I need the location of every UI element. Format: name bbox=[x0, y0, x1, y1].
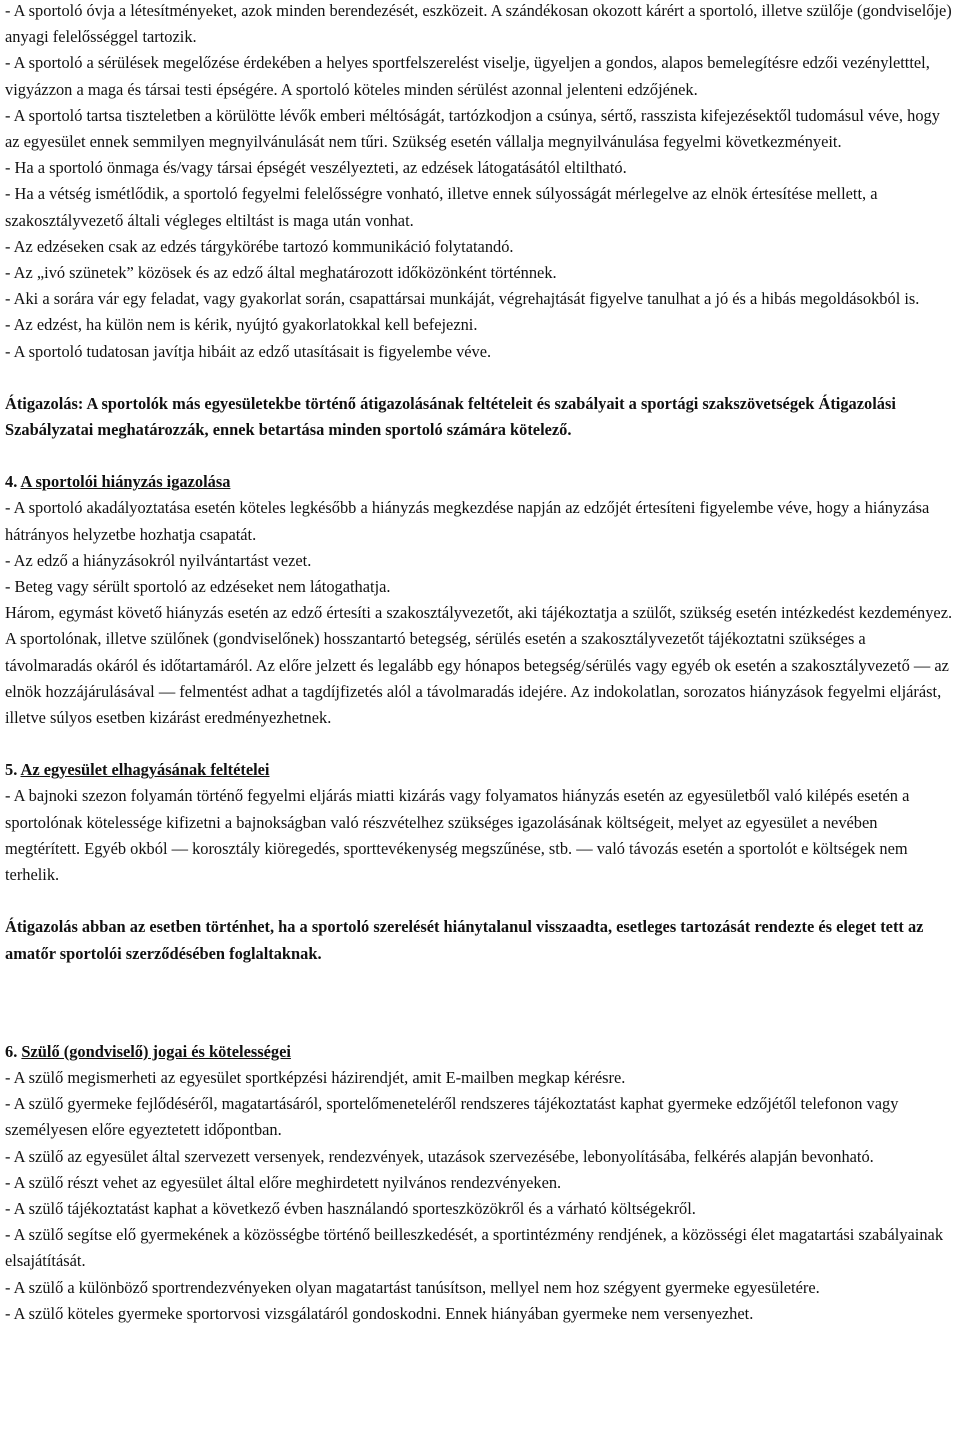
section-item: - A szülő a különböző sportrendezvényeken olyan magatartást tanúsítson, mellyel nem hoz szégyent gyermeke egyesületére. bbox=[5, 1277, 820, 1297]
section-item: - A szülő köteles gyermeke sportorvosi vizsgálatáról gondoskodni. Ennek hiányában gyermeke nem versenyezhet. bbox=[5, 1303, 754, 1323]
section-item: - A szülő részt vehet az egyesület által előre meghirdetett nyilvános rendezvényeken. bbox=[5, 1172, 562, 1192]
section-number: 4. bbox=[5, 472, 18, 492]
transfer-note-2: Átigazolás abban az esetben történhet, ha a sportoló szerelését hiánytalanul visszaadta, esetleges tartozását rendezte és eleget tett az amatőr sportolói szerződésében foglaltaknak. bbox=[5, 917, 924, 963]
rule-item: - Az „ivó szünetek” közösek és az edző által meghatározott időközönként történnek. bbox=[5, 263, 557, 283]
rule-item: - Ha a sportoló önmaga és/vagy társai épségét veszélyezteti, az edzések látogatásától eltiltható. bbox=[5, 158, 627, 178]
section-number: 5. bbox=[5, 760, 18, 780]
section-item: - A szülő az egyesület által szervezett versenyek, rendezvények, utazások szervezésébe, lebonyolításába, felkérés alapján bevonható. bbox=[5, 1146, 874, 1166]
rule-item: - A sportoló óvja a létesítményeket, azok minden berendezését, eszközeit. A szándékosan okozott kárért a sportoló, illetve szülője (gondviselője) anyagi felelősséggel tartozik. bbox=[5, 1, 952, 47]
section-title: Az egyesület elhagyásának feltételei bbox=[20, 760, 270, 780]
section-title: Szülő (gondviselő) jogai és kötelességei bbox=[21, 1041, 291, 1061]
transfer-note-1: Átigazolás: A sportolók más egyesületekbe történő átigazolásának feltételeit és szabályait a sportági szakszövetségek Átigazolási Szabályzatai meghatározzák, ennek betartása minden sportoló számára kötelező. bbox=[5, 393, 896, 440]
section-heading bbox=[5, 1039, 956, 1065]
section-item: - A szülő segítse elő gyermekének a közösségbe történő beilleszkedését, a sportintézmény rendjének, a közösségi élet magatartási szabályainak elsajátítását. bbox=[5, 1225, 944, 1271]
rule-item: - Az edzést, ha külön nem is kérik, nyújtó gyakorlatokkal kell befejezni. bbox=[5, 315, 478, 335]
rule-item: - A sportoló tudatosan javítja hibáit az edző utasításait is figyelembe véve. bbox=[5, 341, 492, 361]
rule-item: - Ha a vétség ismétlődik, a sportoló fegyelmi felelősségre vonható, illetve ennek súlyosságát mérlegelve az elnök értesítése mellett, a szakosztályvezető általi végleges eltiltást is maga után vonhat. bbox=[5, 184, 878, 230]
section-item: - A sportoló akadályoztatása esetén köteles legkésőbb a hiányzás megkezdése napján az edzőjét értesíteni figyelembe véve, hogy a hiányzása hátrányos helyzetbe hozhatja csapatát. bbox=[5, 498, 930, 544]
section-6 bbox=[5, 1039, 956, 1327]
section-item: - A szülő tájékoztatást kaphat a következő évben használandó sporteszközökről és a várható költségekről. bbox=[5, 1198, 696, 1218]
section-4 bbox=[5, 469, 956, 731]
section-item: - A szülő megismerheti az egyesület sportképzési házirendjét, amit E-mailben megkap kérésre. bbox=[5, 1067, 626, 1087]
section-5 bbox=[5, 757, 956, 888]
section-item: - A bajnoki szezon folyamán történő fegyelmi eljárás miatti kizárás vagy folyamatos hiányzás esetén az egyesületből való kilépés esetén a sportolónak kötelessége kifizetni a bajnokságban való részvételhez szükséges igazolásának költségeit, melyet az egyesület a nevében megtérített. Egyéb okból — korosztály kiöregedés, sporttevékenység megszűnése, stb. — való távozás esetén a sportolót e költségek nem terhelik. bbox=[5, 786, 910, 885]
section-item: - A szülő gyermeke fejlődéséről, magatartásáról, sportelőmeneteléről rendszeres tájékoztatást kaphat gyermeke edzőjétől telefonon vagy személyesen előre egyeztetett időpontban. bbox=[5, 1094, 899, 1140]
rule-item: - A sportoló a sérülések megelőzése érdekében a helyes sportfelszerelést viselje, ügyeljen a gondos, alapos bemelegítésre edzői vezényletttel, vigyázzon a maga és társai testi épségére. A sportoló köteles minden sérülést azonnal jelenteni edzőjének. bbox=[5, 53, 930, 99]
rule-item: - Az edzéseken csak az edzés tárgykörébe tartozó kommunikáció folytatandó. bbox=[5, 236, 514, 256]
section-item: Három, egymást követő hiányzás esetén az edző értesíti a szakosztályvezetőt, aki tájékoztatja a szülőt, szükség esetén intézkedést kezdeményez. A sportolónak, illetve szülőnek (gondviselőnek) hosszantartó betegség, sérülés esetén a szakosztályvezetőt tájékoztatni szükséges a távolmaradás okáról és időtartamáról. Az előre jelzett és legalább egy hónapos betegség/sérülés vagy egyéb ok esetén a szakosztályvezető — az elnök hozzájárulásával — felmentést adhat a tagdíjfizetés alól a távolmaradás idejére. Az indokolatlan, sorozatos hiányzások fegyelmi eljárást, illetve súlyos esetben kizárást eredményezhetnek. bbox=[5, 603, 953, 728]
section-item: - Az edző a hiányzásokról nyilvántartást vezet. bbox=[5, 550, 312, 570]
document-page bbox=[5, 0, 956, 1327]
section-title: A sportolói hiányzás igazolása bbox=[20, 472, 231, 492]
section-heading bbox=[5, 469, 956, 495]
section-heading bbox=[5, 757, 956, 783]
section-item: - Beteg vagy sérült sportoló az edzéseket nem látogathatja. bbox=[5, 577, 391, 597]
intro-rules bbox=[5, 0, 956, 365]
rule-item: - A sportoló tartsa tiszteletben a körülötte lévők emberi méltóságát, tartózkodjon a csúnya, sértő, rasszista kifejezésektől tudomásul véve, hogy az egyesület ennek semmilyen megnyilvánulását nem tűri. Szükség esetén vállalja megnyilvánulása fegyelmi következményeit. bbox=[5, 105, 940, 152]
rule-item: - Aki a sorára vár egy feladat, vagy gyakorlat során, csapattársai munkáját, végrehajtását figyelve tanulhat a jó és a hibás megoldásokból is. bbox=[5, 289, 920, 309]
section-number: 6. bbox=[5, 1041, 18, 1061]
